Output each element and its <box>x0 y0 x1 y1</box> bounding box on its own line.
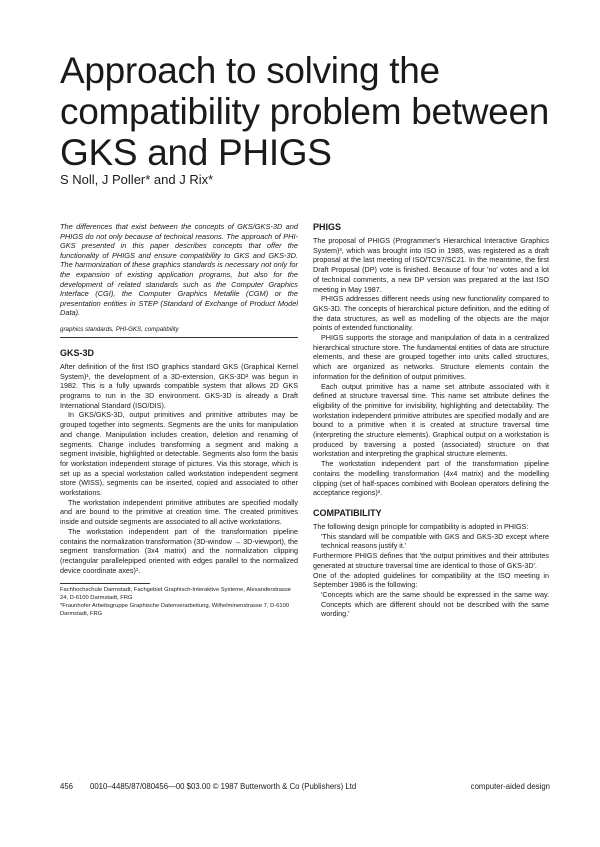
paragraph: Each output primitive has a name set attribute associated with it defined at structure traversal time. This name set attribute defines the eligibility of the primitive for invisibility, highlighting and detectability. The workstation independent primitive attributes are specified modally and are bound to a primitive when it is created at structure traversal time (interpreting the structure elements). Graphical output on a workstation is produced by traversing a posted (associated) structure on that workstation and interpreting the graphical structure elements. <box>313 381 549 459</box>
keywords: graphics standards, PHI-GKS, compatibility <box>60 325 179 333</box>
section-heading-gks3d: GKS-3D <box>60 347 95 358</box>
paragraph: PHIGS supports the storage and manipulation of data in a centralized hierarchical structure store. The fundamental entities of data are structure elements, and these are grouped together into units called structures, which are organized as networks. Structure elements contain the information for the definition of output primitives. <box>313 333 549 381</box>
paragraph: The following design principle for compatibility is adopted in PHIGS: <box>313 521 529 531</box>
copyright-citation: 0010–4485/87/080456—00 $03.00 © 1987 Butterworth & Co (Publishers) Ltd <box>90 782 357 791</box>
footnote: Fachhochschule Darmstadt, Fachgebiet Graphisch-Interaktive Systeme, Alexanderstrasse 24, D-6100 Darmstadt, FRG <box>60 587 292 602</box>
paragraph: The workstation independent part of the transformation pipeline contains the modelling transformation (4x4 matrix) and the modelling clipping (set of half-spaces combined with Boolean operators defining the acceptance regions)³. <box>313 459 549 498</box>
journal-name: computer-aided design <box>470 782 550 791</box>
paragraph: The workstation independent part of the transformation pipeline contains the normalization transformation (3D-window → 3D-viewport), the segment transformation (3x4 matrix) and the normalization clipping (rectangular parallelepiped oriented with edges parallel to the normalized device coordinate axes)¹. <box>60 526 298 575</box>
left-column <box>60 222 298 619</box>
footnote-divider <box>60 583 150 584</box>
right-column <box>313 222 549 619</box>
quoted-principle: 'This standard will be compatible with GKS and GKS-3D except where technical reasons justify it.' <box>321 531 549 551</box>
section-heading-compatibility: COMPATIBILITY <box>313 507 382 518</box>
paper-title: Approach to solving the compatibility problem between GKS and PHIGS <box>60 50 549 173</box>
author-list: S Noll, J Poller* and J Rix* <box>60 172 214 187</box>
paragraph: In GKS/GKS-3D, output primitives and primitive attributes may be grouped together into segments. Segments are the units for manipulation and change. Manipulation includes creation, deletion and renaming of segments. Change includes transforming a segment and making a segment invisible, highlighted or detectable. Segments also form the basis for workstation independent storage of pictures. Via this storage, which is set up as a special workstation called workstation independent segment store (WISS), segments can be inserted, copied and associated to other workstations. <box>60 410 298 498</box>
page-footer <box>60 782 550 791</box>
paragraph: The workstation independent primitive attributes are specified modally and are bound to the primitive at creation time. The created primitives inside and outside segments are associated to all active workstations. <box>60 497 298 527</box>
paragraph: One of the adopted guidelines for compatibility at the ISO meeting in September 1986 is the following: <box>313 570 549 590</box>
paragraph: The proposal of PHIGS (Programmer's Hierarchical Interactive Graphics System)³, which was brought into ISO in 1985, was registered as a draft proposal at the last meeting of ISO/TC97/SC21. In the meantime, the first Draft Proposal (DP) vote is finished. Because of four 'no' votes and a lot of technical comments, a new DP version was prepared at the last ISO meeting in May 1987. <box>313 236 549 294</box>
paragraph: After definition of the first ISO graphics standard GKS (Graphical Kernel System)¹, the development of a 3D-extension, GKS-3D² was begun in 1982. This is a fully upwards compatible system that allows 2D GKS programs to run in the 3D environment. GKS-3D is already a Draft International Standard (ISO/DIS). <box>60 361 298 410</box>
paragraph: PHIGS addresses different needs using new functionality compared to GKS-3D. The concepts of hierarchical picture definition, and the editing of the data structures, as well as modelling of the objects are the major points of extended functionality. <box>313 294 549 333</box>
page-number: 456 <box>60 782 74 791</box>
footnote: *Fraunhofer Arbeitsgruppe Graphische Datenverarbeitung, Wilhelminenstrasse 7, D-6100 Darmstadt, FRG <box>60 603 290 617</box>
abstract: The differences that exist between the concepts of GKS/GKS-3D and PHIGS do not only because of technical reasons. The approach of PHI-GKS presented in this paper describes concepts that offer the functionality of PHIGS and ensure compatibility to GKS and GKS-3D. The harmonization of these graphics standards is necessary not only for the expansion of existing application programs, but also for the development of related standards such as the Computer Graphics Interface (CGI), the Computer Graphics Metafile (CGM) or the presentation entities in STEP (Standard of Exchange of Product Model Data). <box>60 222 298 318</box>
abstract-divider <box>60 337 298 338</box>
quoted-guideline: 'Concepts which are the same should be expressed in the same way. Concepts which are different should not be described with the same wording.' <box>321 589 549 619</box>
section-heading-phigs: PHIGS <box>313 222 342 232</box>
paragraph: Furthermore PHIGS defines that 'the output primitives and their attributes generated at structure traversal time are identical to those of GKS-3D'. <box>313 551 549 570</box>
